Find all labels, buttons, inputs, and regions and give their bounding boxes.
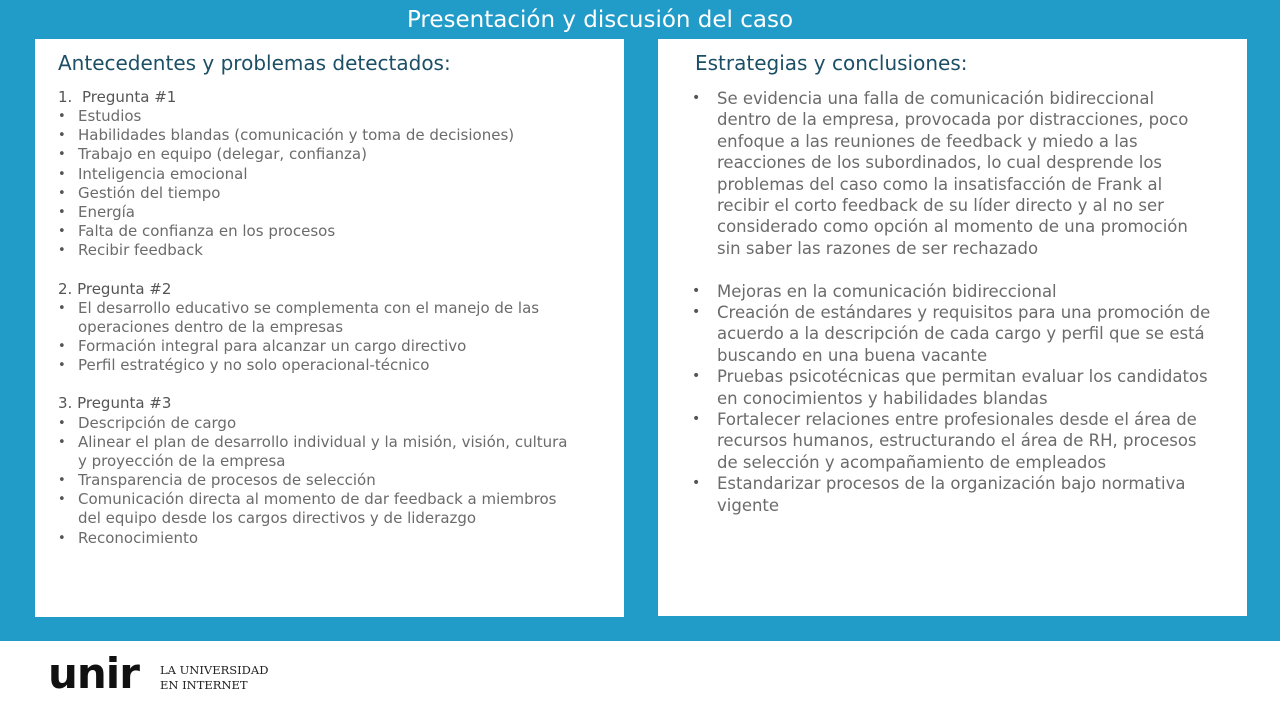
conclusions-intro-list bbox=[691, 88, 1211, 259]
logo-mark: unir bbox=[48, 649, 139, 698]
list-item: • Alinear el plan de desarrollo individual y la misión, visión, cultura y proyección de la empresa bbox=[58, 433, 578, 471]
section-3-list bbox=[58, 414, 578, 548]
list-item: • El desarrollo educativo se complementa con el manejo de las operaciones dentro de la empresas bbox=[58, 299, 578, 337]
list-item: • Reconocimiento bbox=[58, 529, 578, 548]
spacer bbox=[691, 259, 1211, 280]
section-1-title: Pregunta #1 bbox=[82, 88, 177, 106]
left-panel-heading: Antecedentes y problemas detectados: bbox=[58, 51, 451, 75]
list-item: • Formación integral para alcanzar un cargo directivo bbox=[58, 337, 578, 356]
section-3-label: 3. Pregunta #3 bbox=[58, 394, 172, 413]
right-panel-content bbox=[691, 88, 1211, 516]
unir-logo bbox=[48, 650, 288, 698]
list-item: • Inteligencia emocional bbox=[58, 165, 578, 184]
list-item: • Habilidades blandas (comunicación y toma de decisiones) bbox=[58, 126, 578, 145]
list-item: • Transparencia de procesos de selección bbox=[58, 471, 578, 490]
section-1-list bbox=[58, 107, 578, 260]
spacer bbox=[58, 260, 578, 279]
logo-text-line-1: LA UNIVERSIDAD bbox=[160, 663, 269, 677]
left-panel-content bbox=[58, 88, 578, 548]
left-panel bbox=[35, 39, 624, 617]
list-item: • Pruebas psicotécnicas que permitan evaluar los candidatos en conocimientos y habilidades blandas bbox=[691, 366, 1211, 409]
list-item: • Trabajo en equipo (delegar, confianza) bbox=[58, 145, 578, 164]
strategies-list bbox=[691, 281, 1211, 516]
section-1-number: 1. bbox=[58, 88, 73, 106]
section-2-list bbox=[58, 299, 578, 376]
section-1-label bbox=[58, 88, 578, 107]
list-item: • Falta de confianza en los procesos bbox=[58, 222, 578, 241]
right-panel bbox=[658, 39, 1247, 616]
section-2-label: 2. Pregunta #2 bbox=[58, 279, 172, 298]
right-panel-heading: Estrategias y conclusiones: bbox=[695, 51, 968, 75]
list-item: • Creación de estándares y requisitos para una promoción de acuerdo a la descripción de cada cargo y perfil que se está buscando en una buena vacante bbox=[691, 302, 1211, 366]
logo-text bbox=[160, 663, 268, 693]
list-item: • Estandarizar procesos de la organización bajo normativa vigente bbox=[691, 473, 1211, 516]
list-item: • Estudios bbox=[58, 107, 578, 126]
logo-text-line-2: EN INTERNET bbox=[160, 678, 248, 692]
list-item: • Mejoras en la comunicación bidireccional bbox=[691, 281, 1211, 302]
spacer bbox=[58, 375, 578, 394]
list-item: • Gestión del tiempo bbox=[58, 184, 578, 203]
list-item: • Fortalecer relaciones entre profesionales desde el área de recursos humanos, estructurando el área de RH, procesos de selección y acompañamiento de empleados bbox=[691, 409, 1211, 473]
list-item: • Comunicación directa al momento de dar feedback a miembros del equipo desde los cargos directivos y de liderazgo bbox=[58, 490, 578, 528]
list-item: • Energía bbox=[58, 203, 578, 222]
list-item: • Recibir feedback bbox=[58, 241, 578, 260]
list-item: • Perfil estratégico y no solo operacional-técnico bbox=[58, 356, 578, 375]
list-item: • Se evidencia una falla de comunicación bidireccional dentro de la empresa, provocada por distracciones, poco enfoque a las reuniones de feedback y miedo a las reacciones de los subordinados, lo cual desprende los problemas del caso como la insatisfacción de Frank al recibir el corto feedback de su líder directo y al no ser considerado como opción al momento de una promoción sin saber las razones de ser rechazado bbox=[691, 88, 1211, 259]
slide-title: Presentación y discusión del caso bbox=[406, 7, 794, 33]
list-item: • Descripción de cargo bbox=[58, 414, 578, 433]
